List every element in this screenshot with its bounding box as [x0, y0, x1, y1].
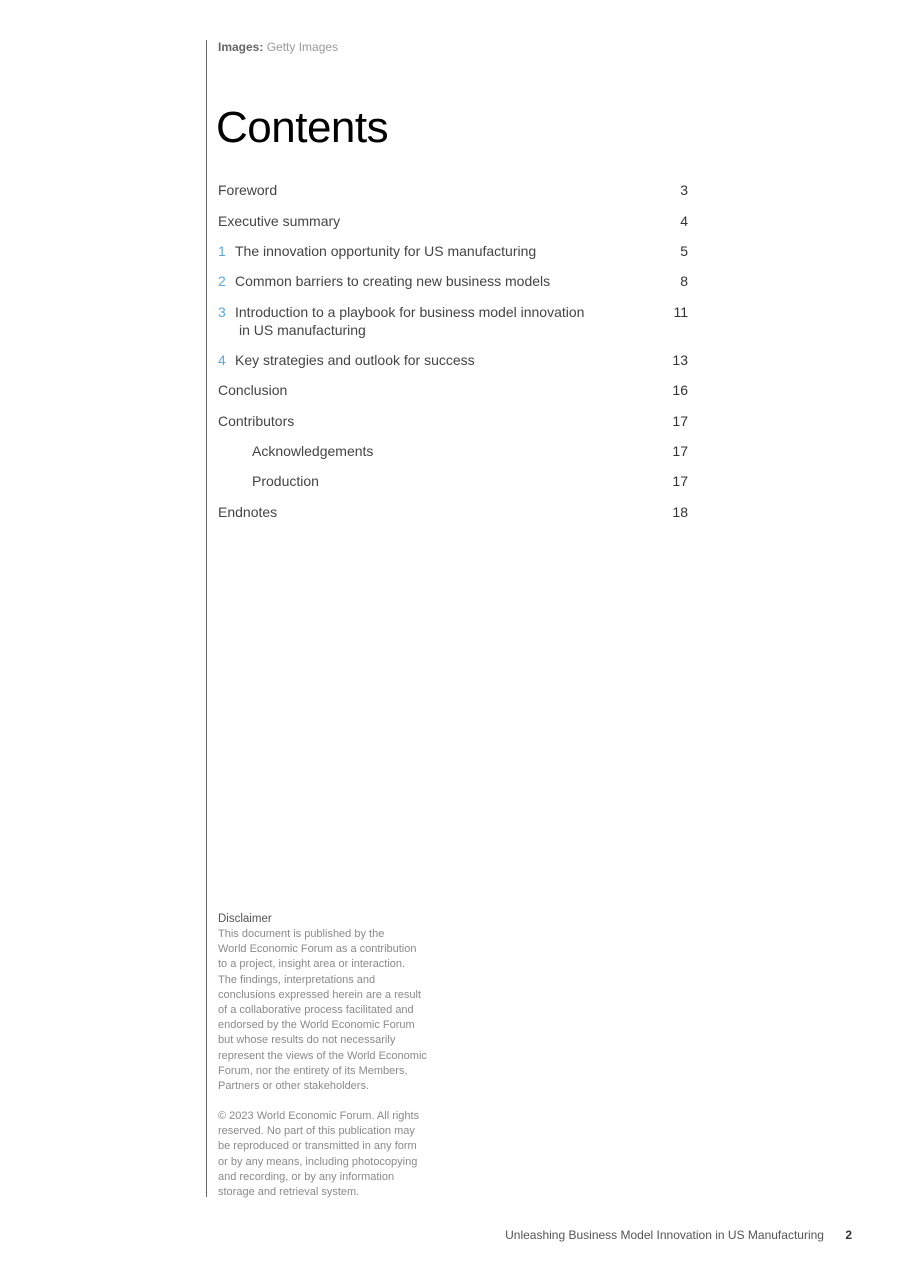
- disclaimer-line: This document is published by the: [218, 928, 385, 940]
- toc-item-page: 17: [672, 473, 688, 489]
- toc-item-page: 8: [680, 273, 688, 289]
- footer-page-number: 2: [845, 1228, 852, 1242]
- image-credit-label: Images:: [218, 40, 264, 54]
- image-credit-value: Getty Images: [266, 40, 339, 54]
- copyright-line: storage and retrieval system.: [218, 1186, 360, 1199]
- disclaimer-heading: Disclaimer: [218, 913, 272, 925]
- toc-item-title[interactable]: Endnotes: [218, 504, 278, 520]
- copyright-line: reserved. No part of this publication may: [218, 1125, 415, 1138]
- toc-item-title[interactable]: Conclusion: [218, 382, 288, 398]
- copyright-line: or by any means, including photocopying: [218, 1155, 418, 1168]
- page-footer: [505, 1227, 852, 1243]
- disclaimer-line: Partners or other stakeholders.: [218, 1080, 370, 1093]
- toc-item-title[interactable]: Foreword: [218, 182, 278, 198]
- toc-item-page: 16: [672, 382, 688, 398]
- toc-item-page: 13: [672, 352, 688, 368]
- copyright-notice: [218, 1109, 440, 1200]
- disclaimer-line: World Economic Forum as a contribution: [218, 943, 417, 956]
- disclaimer-line: The findings, interpretations and: [218, 973, 376, 986]
- toc-item-page: 18: [672, 504, 688, 520]
- disclaimer-line: represent the views of the World Economic: [218, 1049, 427, 1062]
- toc-item-page: 17: [672, 413, 688, 429]
- toc-item-number: 3: [218, 304, 226, 320]
- toc-item-title[interactable]: Executive summary: [218, 213, 341, 229]
- toc-item-title[interactable]: 2 Common barriers to creating new business models: [218, 273, 551, 289]
- table-of-contents: [218, 0, 688, 530]
- toc-item-title[interactable]: 3 Introduction to a playbook for business model innovation in US manufacturing: [218, 304, 585, 338]
- disclaimer-line: to a project, insight area or interaction.: [218, 958, 406, 971]
- toc-item-title[interactable]: 1 The innovation opportunity for US manufacturing: [218, 243, 537, 259]
- toc-item-title[interactable]: Acknowledgements: [252, 443, 374, 459]
- footer-document-title: Unleashing Business Model Innovation in US Manufacturing: [505, 1228, 824, 1242]
- toc-item-page: 5: [680, 243, 688, 259]
- disclaimer-line: conclusions expressed herein are a result: [218, 988, 422, 1001]
- toc-item-page: 4: [680, 213, 688, 229]
- disclaimer-line: but whose results do not necessarily: [218, 1034, 396, 1047]
- toc-item-number: 4: [218, 352, 226, 368]
- toc-item-title[interactable]: Contributors: [218, 413, 295, 429]
- toc-item-title[interactable]: 4 Key strategies and outlook for success: [218, 352, 475, 368]
- disclaimer-line: of a collaborative process facilitated and: [218, 1004, 414, 1017]
- toc-item-page: 11: [673, 304, 688, 320]
- page-title: Contents: [216, 103, 389, 152]
- toc-item-page: 3: [680, 182, 688, 198]
- toc-item-number: 1: [218, 243, 226, 259]
- copyright-line: © 2023 World Economic Forum. All rights: [218, 1110, 420, 1122]
- copyright-line: and recording, or by any information: [218, 1170, 395, 1183]
- toc-item-title[interactable]: Production: [252, 473, 319, 489]
- toc-item-number: 2: [218, 273, 226, 289]
- disclaimer-line: endorsed by the World Economic Forum: [218, 1019, 415, 1032]
- copyright-line: be reproduced or transmitted in any form: [218, 1140, 417, 1153]
- vertical-rule: [206, 40, 207, 1197]
- disclaimer-line: Forum, nor the entirety of its Members,: [218, 1064, 408, 1077]
- toc-item-page: 17: [672, 443, 688, 459]
- disclaimer: [218, 912, 440, 1094]
